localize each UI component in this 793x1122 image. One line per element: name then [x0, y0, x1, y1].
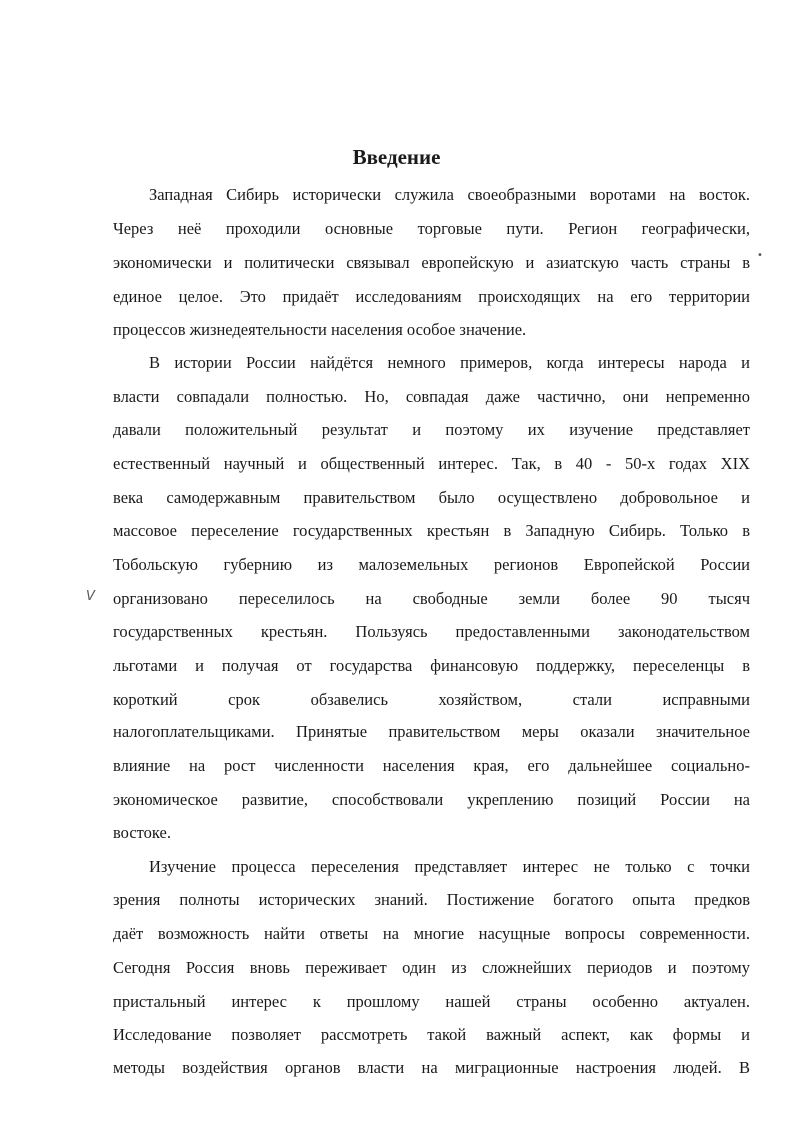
- text-line: Западная Сибирь исторически служила своеобразными воротами на восток.: [149, 185, 750, 204]
- text-line: востоке.: [113, 823, 171, 842]
- text-line: В истории России найдётся немного примеров, когда интересы народа и: [149, 353, 750, 372]
- text-line: единое целое. Это придаёт исследованиям происходящих на его территории: [113, 287, 750, 306]
- text-line: государственных крестьян. Пользуясь предоставленными законодательством: [113, 622, 750, 641]
- text-line: Сегодня Россия вновь переживает один из сложнейших периодов и поэтому: [113, 958, 750, 977]
- text-line: власти совпадали полностью. Но, совпадая даже частично, они непременно: [113, 387, 750, 406]
- text-line: организовано переселилось на свободные земли более 90 тысяч: [113, 589, 750, 608]
- text-line: давали положительный результат и поэтому их изучение представляет: [113, 420, 750, 439]
- text-line: пристальный интерес к прошлому нашей страны особенно актуален.: [113, 992, 750, 1011]
- text-line: методы воздействия органов власти на миграционные настроения людей. В: [113, 1058, 750, 1077]
- text-line: даёт возможность найти ответы на многие насущные вопросы современности.: [113, 924, 750, 943]
- text-line: Изучение процесса переселения представляет интерес не только с точки: [149, 857, 750, 876]
- text-line: века самодержавным правительством было осуществлено добровольное и: [113, 488, 750, 507]
- text-line: льготами и получая от государства финансовую поддержку, переселенцы в: [113, 656, 750, 675]
- text-line: массовое переселение государственных крестьян в Западную Сибирь. Только в: [113, 521, 750, 540]
- text-line: естественный научный и общественный интерес. Так, в 40 - 50-х годах XIX: [113, 454, 750, 473]
- text-line: Исследование позволяет рассмотреть такой важный аспект, как формы и: [113, 1025, 750, 1044]
- text-line: Через неё проходили основные торговые пути. Регион географически,: [113, 219, 750, 238]
- text-line: зрения полноты исторических знаний. Постижение богатого опыта предков: [113, 890, 750, 909]
- page-title: Введение: [352, 145, 441, 169]
- text-line: влияние на рост численности населения края, его дальнейшее социально-: [113, 756, 750, 775]
- margin-check-mark: V: [86, 589, 95, 604]
- text-line: короткий срок обзавелись хозяйством, стали исправными: [113, 690, 750, 709]
- margin-dot-icon: •: [757, 250, 763, 261]
- text-line: экономически и политически связывал европейскую и азиатскую часть страны в: [113, 253, 750, 272]
- text-line: налогоплательщиками. Принятые правительством меры оказали значительное: [113, 722, 750, 741]
- text-line: экономическое развитие, способствовали укреплению позиций России на: [113, 790, 750, 809]
- text-line: процессов жизнедеятельности населения особое значение.: [113, 320, 527, 339]
- text-line: Тобольскую губернию из малоземельных регионов Европейской России: [113, 555, 750, 574]
